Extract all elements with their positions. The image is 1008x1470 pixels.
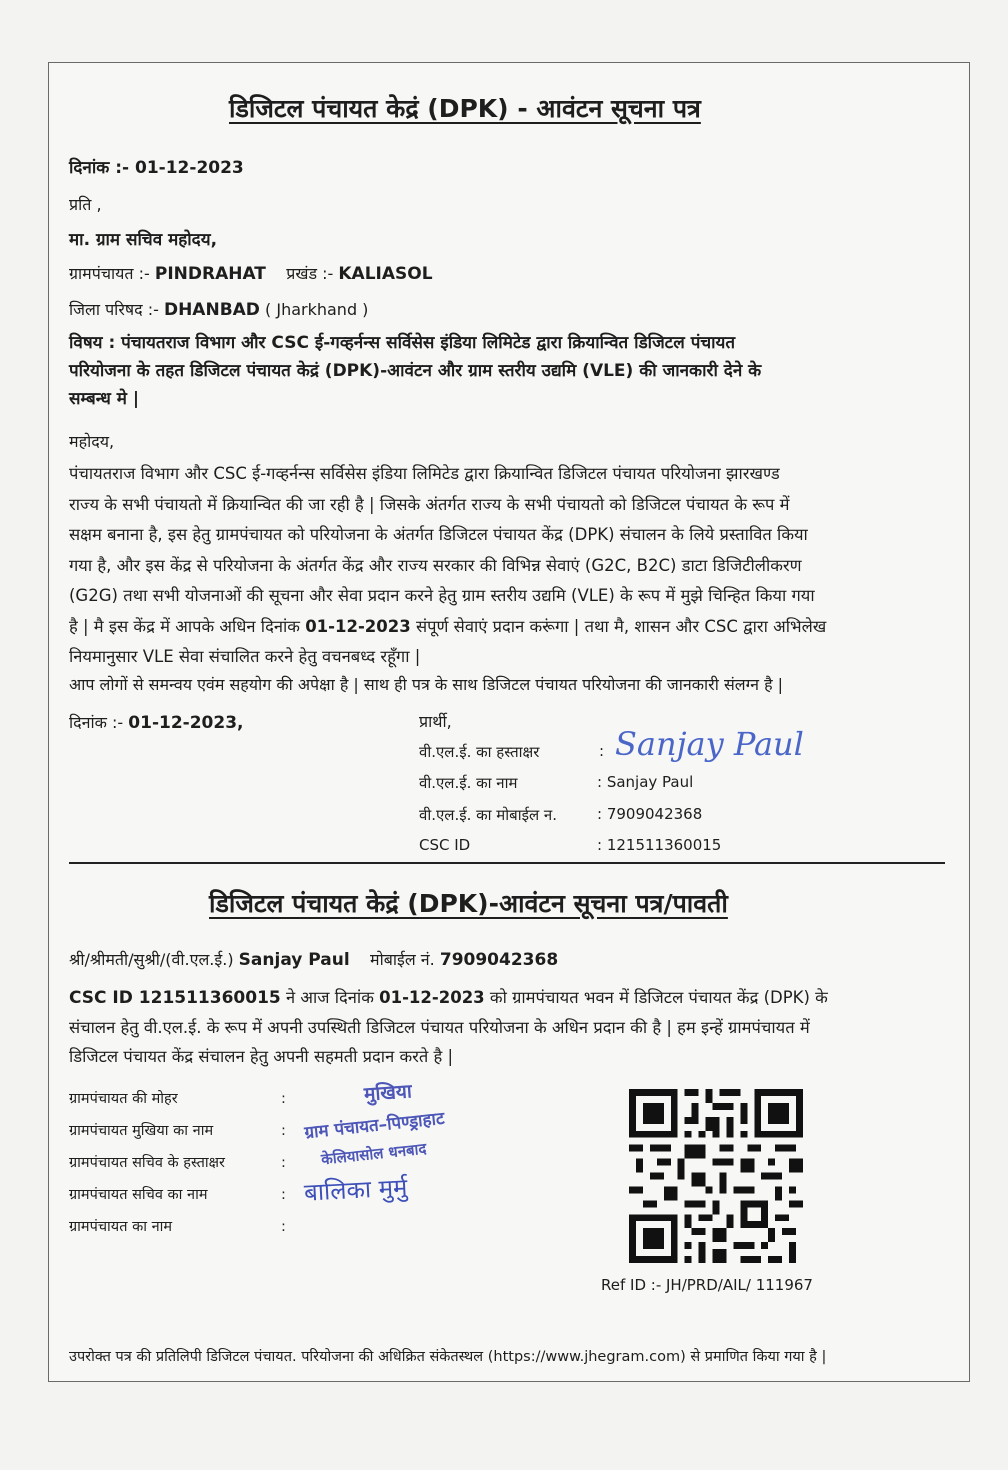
subject-block bbox=[69, 329, 761, 413]
csc-id-label: CSC ID bbox=[419, 836, 471, 854]
district-label: जिला परिषद :- bbox=[69, 300, 159, 319]
district-value: DHANBAD bbox=[163, 300, 260, 320]
applicant-label: प्रार्थी, bbox=[419, 712, 452, 731]
subject-line: सम्बन्ध मे | bbox=[69, 389, 140, 409]
receipt-line: संचालन हेतु वी.एल.ई. के रूप में अपनी उपस्थिती डिजिटल पंचायत परियोजना के अधिन प्रदान की है | हम इन्हें ग्रामपंचायत में bbox=[69, 1018, 810, 1037]
receipt-line bbox=[69, 983, 828, 1013]
field-secretary-name-label: ग्रामपंचायत सचिव का नाम bbox=[69, 1187, 208, 1203]
field-secretary-sign-label: ग्रामपंचायत सचिव के हस्ताक्षर bbox=[69, 1155, 225, 1171]
body-line: सक्षम बनाना है, इस हेतु ग्रामपंचायत को परियोजना के अंतर्गत डिजिटल पंचायत केंद्र (DPK) संचालन के लिये प्रस्तावित किया bbox=[69, 525, 808, 544]
to-line: प्रति , bbox=[69, 195, 102, 214]
field-colon: : bbox=[281, 1219, 286, 1235]
block-value: KALIASOL bbox=[338, 264, 433, 284]
letter-title: डिजिटल पंचायत केद्रं (DPK) - आवंटन सूचना पत्र bbox=[229, 94, 701, 123]
field-mukhiya-label: ग्रामपंचायत मुखिया का नाम bbox=[69, 1123, 214, 1139]
receipt-vle-label: श्री/श्रीमती/सुश्री/(वी.एल.ई.) bbox=[69, 950, 234, 969]
service-date: 01-12-2023 bbox=[305, 616, 411, 636]
receipt-line: डिजिटल पंचायत केंद्र संचालन हेतु अपनी सहमती प्रदान करते है | bbox=[69, 1047, 454, 1066]
receipt-vle-line bbox=[69, 948, 558, 970]
stamp-mukhiya: मुखिया bbox=[363, 1080, 413, 1106]
vle-mobile-label: वी.एल.ई. का मोबाईल न. bbox=[419, 806, 558, 824]
receipt-vle-name: Sanjay Paul bbox=[238, 950, 350, 970]
receipt-text: ने आज दिनांक bbox=[280, 988, 380, 1007]
panchayat-label: ग्रामपंचायत :- bbox=[69, 264, 150, 283]
letter-date: दिनांक :- 01-12-2023 bbox=[69, 158, 244, 178]
verification-note: उपरोक्त पत्र की प्रतिलिपी डिजिटल पंचायत. परियोजना की अधिक्रित संकेतस्थल (https://www.jhegram.com) से प्रमाणित किया गया है | bbox=[69, 1349, 827, 1365]
body-line: (G2G) तथा सभी योजनाओं की सूचना और सेवा प्रदान करने हेतु ग्राम स्तरीय उद्यमि (VLE) के रूप में मुझे चिन्हित किया गया bbox=[69, 586, 815, 605]
receipt-title: डिजिटल पंचायत केद्रं (DPK)-आवंटन सूचना पत्र/पावती bbox=[209, 889, 728, 918]
body-line: गया है, और इस केंद्र से परियोजना के अंतर्गत केंद्र और राज्य सरकार की विभिन्न सेवाएं (G2C, B2C) डाटा डिजिटीलीकरण bbox=[69, 555, 802, 575]
body-line: राज्य के सभी पंचायतो में क्रियान्वित की जा रही है | जिसके अंतर्गत राज्य के सभी पंचायतो को डिजिटल पंचायत के रूप में bbox=[69, 494, 790, 514]
state-value: ( Jharkhand ) bbox=[265, 300, 369, 319]
section-divider bbox=[69, 862, 945, 864]
subject-line: परियोजना के तहत डिजिटल पंचायत केद्रं (DPK)-आवंटन और ग्राम स्तरीय उद्यमि (VLE) की जानकारी देने के bbox=[69, 361, 762, 381]
receipt-date: 01-12-2023 bbox=[379, 988, 485, 1007]
vle-signature: Sanjay Paul bbox=[615, 725, 804, 763]
letter-body bbox=[69, 459, 826, 673]
footer-date-value: 01-12-2023, bbox=[128, 713, 244, 733]
closing-line: आप लोगों से समन्वय एवंम सहयोग की अपेक्षा है | साथ ही पत्र के साथ डिजिटल पंचायत परियोजना की जानकारी संलग्न है | bbox=[69, 675, 784, 694]
footer-date bbox=[69, 711, 244, 733]
vle-signature-label: वी.एल.ई. का हस्ताक्षर bbox=[419, 743, 540, 761]
field-colon: : bbox=[281, 1187, 286, 1203]
vle-name-label: वी.एल.ई. का नाम bbox=[419, 774, 518, 792]
addressee: मा. ग्राम सचिव महोदय, bbox=[69, 230, 218, 250]
secretary-handwritten-name: बालिका मुर्मु bbox=[303, 1173, 409, 1207]
panchayat-value: PINDRAHAT bbox=[154, 264, 266, 284]
receipt-fields bbox=[69, 1083, 225, 1243]
receipt-mobile-value: 7909042368 bbox=[439, 950, 559, 970]
body-line: नियमानुसार VLE सेवा संचालित करने हेतु वचनबध्द रहूँगा | bbox=[69, 647, 421, 666]
stamp-location: केलियासोल धनबाद bbox=[320, 1139, 428, 1169]
vle-mobile-value: : 7909042368 bbox=[597, 805, 703, 823]
salutation: महोदय, bbox=[69, 432, 115, 451]
block-label: प्रखंड :- bbox=[286, 264, 334, 283]
vle-name-value: : Sanjay Paul bbox=[597, 773, 694, 791]
receipt-csc-id: CSC ID 121511360015 bbox=[69, 988, 281, 1008]
footer-date-label: दिनांक :- bbox=[69, 713, 124, 732]
field-seal-label: ग्रामपंचायत की मोहर bbox=[69, 1091, 178, 1107]
field-panchayat-name-label: ग्रामपंचायत का नाम bbox=[69, 1219, 173, 1235]
field-colon: : bbox=[281, 1155, 286, 1171]
district-line bbox=[69, 298, 368, 320]
vle-signature-colon: : bbox=[599, 742, 605, 760]
receipt-field-colons bbox=[281, 1083, 286, 1243]
receipt-mobile-label: मोबाईल नं. bbox=[370, 950, 435, 969]
field-colon: : bbox=[281, 1123, 286, 1139]
receipt-text: को ग्रामपंचायत भवन में डिजिटल पंचायत केंद्र (DPK) के bbox=[484, 988, 828, 1007]
stamp-panchayat: ग्राम पंचायत–पिण्ड्राहाट bbox=[303, 1108, 446, 1144]
receipt-body bbox=[69, 983, 828, 1071]
qr-code-icon bbox=[629, 1089, 803, 1263]
csc-id-value: : 121511360015 bbox=[597, 836, 722, 854]
field-colon: : bbox=[281, 1091, 286, 1107]
body-line: पंचायतराज विभाग और CSC ई-गव्हर्नन्स सर्विसेस इंडिया लिमिटेड द्वारा क्रियान्वित डिजिटल पंचायत परियोजना झारखण्ड bbox=[69, 464, 780, 483]
panchayat-line bbox=[69, 262, 433, 284]
body-text: है | मै इस केंद्र में आपके अधिन दिनांक bbox=[69, 616, 306, 636]
body-line bbox=[69, 612, 826, 643]
subject-line: विषय : पंचायतराज विभाग और CSC ई-गव्हर्नन्स सर्विसेस इंडिया लिमिटेड द्वारा क्रियान्वित डिजिटल पंचायत bbox=[69, 333, 736, 353]
reference-id: Ref ID :- JH/PRD/AIL/ 111967 bbox=[601, 1276, 813, 1294]
body-text: संपूर्ण सेवाएं प्रदान करूंगा | तथा मै, शासन और CSC द्वारा अभिलेख bbox=[410, 616, 827, 636]
document-page bbox=[48, 62, 970, 1382]
